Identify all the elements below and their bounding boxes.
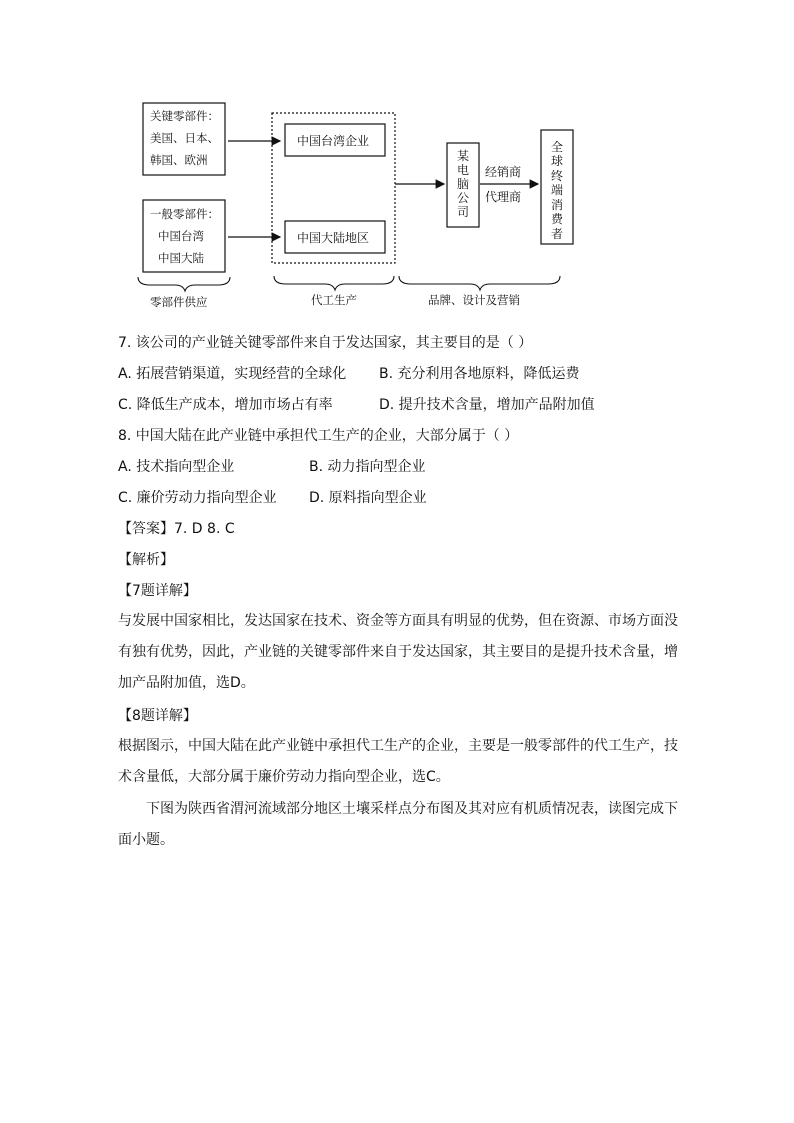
q7-option-d: D. 提升技术含量，增加产品附加值 [379, 397, 595, 413]
company-char-1: 某 [457, 149, 470, 163]
key-parts-line-1: 关键零部件： [150, 109, 219, 123]
agent-label: 代理商 [485, 190, 522, 204]
q7-option-a: A. 拓展营销渠道，实现经营的全球化 [118, 366, 347, 382]
brace-oem [274, 276, 394, 290]
company-char-3: 脑 [457, 177, 470, 191]
next-question-intro: 下图为陕西省渭河流域部分地区土壤采样点分布图及其对应有机质情况表，读图完成下面小题。 [118, 801, 678, 848]
industry-chain-diagram [0, 0, 794, 320]
q7-option-c: C. 降低生产成本，增加市场占有率 [118, 397, 333, 413]
consumer-char-7: 者 [551, 227, 564, 241]
company-char-5: 司 [457, 205, 470, 219]
consumer-char-5: 消 [551, 198, 564, 212]
company-char-2: 电 [457, 163, 470, 177]
q8-option-b: B. 动力指向型企业 [309, 459, 426, 475]
answer-line: 【答案】7. D 8. C [118, 521, 235, 537]
q7-detail-heading: 【7题详解】 [118, 583, 197, 599]
analysis-heading: 【解析】 [118, 552, 174, 568]
brace-brand [399, 276, 560, 290]
dealer-label: 经销商 [485, 165, 522, 179]
q8-detail-heading: 【8题详解】 [118, 708, 197, 724]
consumer-char-1: 全 [551, 140, 564, 154]
consumer-char-2: 球 [551, 154, 564, 168]
general-parts-line-3: 中国大陆 [158, 251, 204, 265]
q7-detail-paragraph: 与发展中国家相比，发达国家在技术、资金等方面具有明显的优势，但在资源、市场方面没有独有优势，因此，产业链的关键零部件来自于发达国家，其主要目的是提升技术含量，增加产品附加值，选D。 [118, 613, 678, 691]
oem-mainland-label: 中国大陆地区 [297, 231, 370, 245]
company-char-4: 公 [457, 191, 470, 205]
q8-option-a: A. 技术指向型企业 [118, 459, 235, 475]
oem-taiwan-label: 中国台湾企业 [297, 134, 370, 148]
key-parts-line-2: 美国、日本、 [150, 131, 219, 145]
general-parts-line-2: 中国台湾 [158, 229, 204, 243]
label-oem: 代工生产 [311, 293, 357, 307]
general-parts-line-1: 一般零部件： [150, 207, 219, 221]
q8-option-d: D. 原料指向型企业 [309, 490, 427, 506]
consumer-char-6: 费 [551, 212, 564, 226]
label-brand-design: 品牌、设计及营销 [428, 293, 520, 307]
key-parts-line-3: 韩国、欧洲 [150, 153, 208, 167]
q8-option-c: C. 廉价劳动力指向型企业 [118, 490, 277, 506]
q7-option-b: B. 充分利用各地原料，降低运费 [379, 366, 580, 382]
q8-stem: 8. 中国大陆在此产业链中承担代工生产的企业，大部分属于（ ） [118, 428, 519, 444]
q7-stem: 7. 该公司的产业链关键零部件来自于发达国家，其主要目的是（ ） [118, 335, 533, 351]
label-parts-supply: 零部件供应 [150, 295, 208, 309]
q8-detail-paragraph: 根据图示，中国大陆在此产业链中承担代工生产的企业，主要是一般零部件的代工生产，技术含量低，大部分属于廉价劳动力指向型企业，选C。 [118, 738, 678, 785]
brace-supply [138, 277, 230, 291]
consumer-char-4: 端 [551, 183, 564, 197]
consumer-char-3: 终 [551, 169, 564, 183]
